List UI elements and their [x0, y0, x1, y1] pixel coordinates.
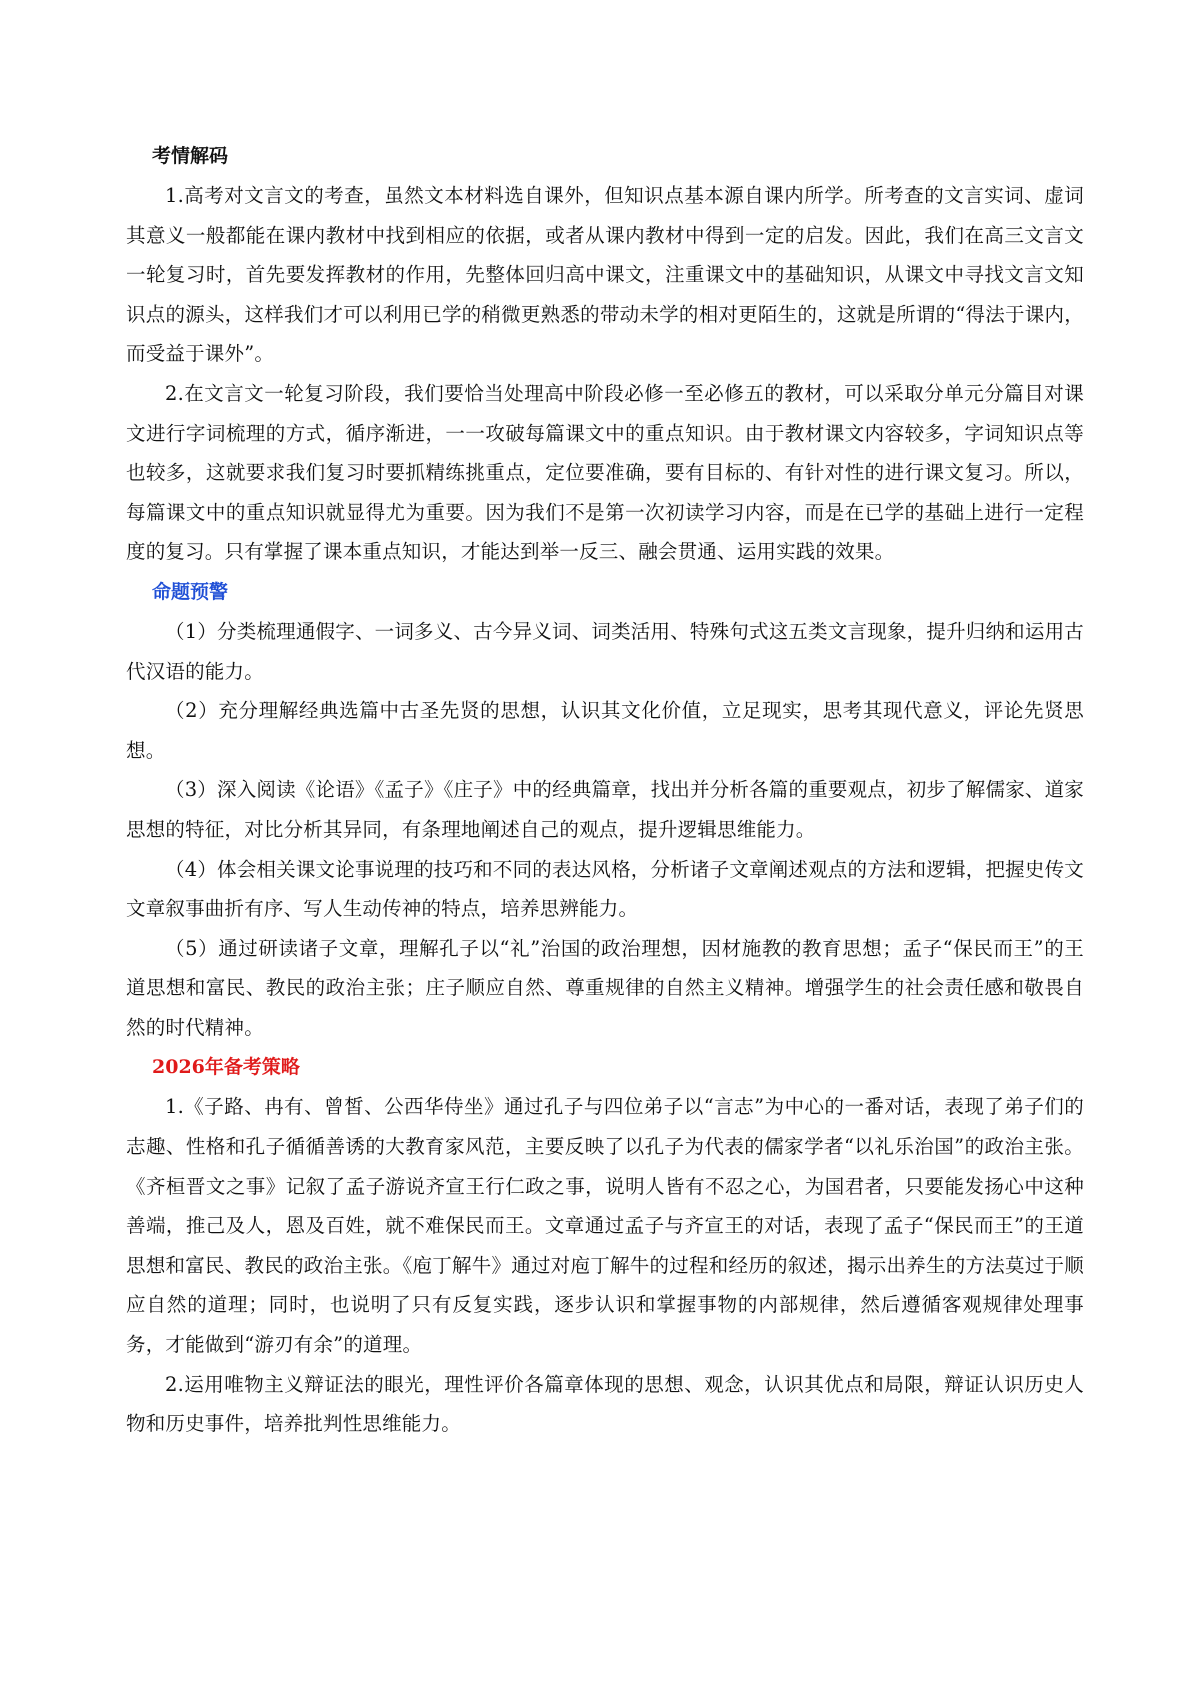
- warning-item-1: （1）分类梳理通假字、一词多义、古今异义词、词类活用、特殊句式这五类文言现象，提升归纳和运用古代汉语的能力。: [126, 619, 1084, 683]
- document-page: [126, 136, 1084, 1444]
- warning-section: [126, 572, 1084, 1048]
- exam-analysis-heading: 考情解码: [152, 145, 229, 167]
- exam-analysis-paragraph-1: 1.高考对文言文的考查，虽然文本材料选自课外，但知识点基本源自课内所学。所考查的文言实词、虚词其意义一般都能在课内教材中找到相应的依据，或者从课内教材中得到一定的启发。因此，我们在高三文言文一轮复习时，首先要发挥教材的作用，先整体回归高中课文，注重课文中的基础知识，从课文中寻找文言文知识点的源头，这样我们才可以利用已学的稍微更熟悉的带动未学的相对更陌生的，这就是所谓的“得法于课内，而受益于课外”。: [126, 184, 1084, 366]
- strategy-paragraph-1: 1.《子路、冉有、曾皙、公西华侍坐》通过孔子与四位弟子以“言志”为中心的一番对话，表现了弟子们的志趣、性格和孔子循循善诱的大教育家风范，主要反映了以孔子为代表的儒家学者“以礼乐治国”的政治主张。《齐桓晋文之事》记叙了孟子游说齐宣王行仁政之事，说明人皆有不忍之心，为国君者，只要能发扬心中这种善端，推己及人，恩及百姓，就不难保民而王。文章通过孟子与齐宣王的对话，表现了孟子“保民而王”的王道思想和富民、教民的政治主张。《庖丁解牛》通过对庖丁解牛的过程和经历的叙述，揭示出养生的方法莫过于顺应自然的道理；同时，也说明了只有反复实践，逐步认识和掌握事物的内部规律，然后遵循客观规律处理事务，才能做到“游刃有余”的道理。: [126, 1095, 1084, 1357]
- exam-analysis-section: [126, 136, 1084, 572]
- warning-item-5: （5）通过研读诸子文章，理解孔子以“礼”治国的政治理想，因材施教的教育思想；孟子“保民而王”的王道思想和富民、教民的政治主张；庄子顺应自然、尊重规律的自然主义精神。增强学生的社会责任感和敬畏自然的时代精神。: [126, 936, 1084, 1039]
- warning-item-2: （2）充分理解经典选篇中古圣先贤的思想，认识其文化价值，立足现实，思考其现代意义，评论先贤思想。: [126, 699, 1084, 762]
- strategy-paragraph-2: 2.运用唯物主义辩证法的眼光，理性评价各篇章体现的思想、观念，认识其优点和局限，辩证认识历史人物和历史事件，培养批判性思维能力。: [126, 1372, 1084, 1436]
- warning-heading: 命题预警: [152, 580, 229, 603]
- strategy-heading: 2026年备考策略: [152, 1056, 300, 1079]
- strategy-section: [126, 1047, 1084, 1443]
- warning-item-4: （4）体会相关课文论事说理的技巧和不同的表达风格，分析诸子文章阐述观点的方法和逻辑，把握史传文文章叙事曲折有序、写人生动传神的特点，培养思辨能力。: [126, 857, 1084, 921]
- exam-analysis-paragraph-2: 2.在文言文一轮复习阶段，我们要恰当处理高中阶段必修一至必修五的教材，可以采取分单元分篇目对课文进行字词梳理的方式，循序渐进，一一攻破每篇课文中的重点知识。由于教材课文内容较多，字词知识点等也较多，这就要求我们复习时要抓精练挑重点，定位要准确，要有目标的、有针对性的进行课文复习。所以，每篇课文中的重点知识就显得尤为重要。因为我们不是第一次初读学习内容，而是在已学的基础上进行一定程度的复习。只有掌握了课本重点知识，才能达到举一反三、融会贯通、运用实践的效果。: [126, 381, 1084, 564]
- warning-item-3: （3）深入阅读《论语》《孟子》《庄子》中的经典篇章，找出并分析各篇的重要观点，初步了解儒家、道家思想的特征，对比分析其异同，有条理地阐述自己的观点，提升逻辑思维能力。: [126, 778, 1085, 841]
